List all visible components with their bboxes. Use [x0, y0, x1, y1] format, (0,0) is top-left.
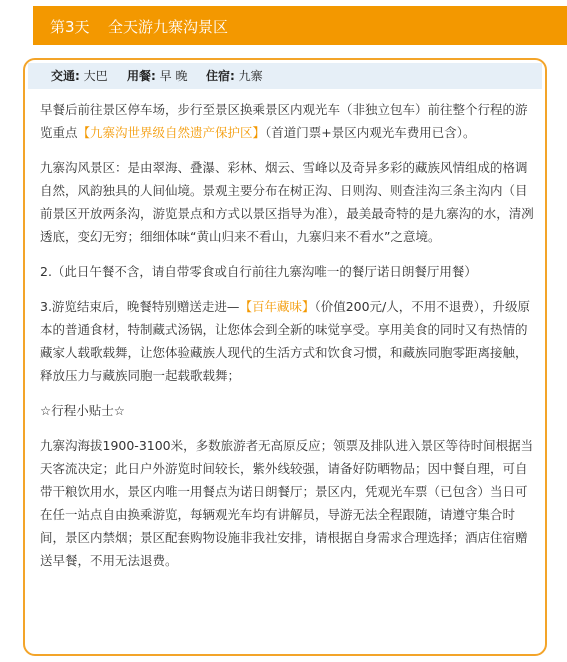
transport-info: [51, 63, 108, 89]
tips-body: 九寨沟海拔1900-3100米，多数旅游者无高原反应；领票及排队进入景区等待时间根据当天客流决定；此日户外游览时间较长，紫外线较强，请备好防晒物品；因中餐自理，可自带干粮饮用水，景区内唯一用餐点为诺日朗餐厅；景区内，凭观光车票（已包含）当日可在任一站点自由换乘游览，每辆观光车均有讲解员，导游无法全程跟随，请遵守集合时间，景区内禁烟；景区配套购物设施非我社安排，请根据自身需求合理选择；酒店住宿赠送早餐，不用无法退费。: [40, 438, 534, 568]
meals-info: [127, 63, 187, 89]
meals-label: 用餐:: [127, 69, 156, 83]
meals-value: 早 晚: [159, 69, 188, 83]
transport-label: 交通:: [51, 69, 80, 83]
highlight-tibetan-cuisine: 【百年藏味】: [239, 299, 315, 314]
day-number: 第3天: [50, 18, 90, 36]
tips-title: ☆行程小贴士☆: [40, 403, 125, 418]
highlight-jiuzhaigou-reserve: 【九寨沟世界级自然遗产保护区】: [77, 125, 266, 140]
paragraph-dinner-text-b: （价值200元/人，不用不退费），升级原本的普通食材，特制藏式汤锅，让您体会到全新的味觉享受。享用美食的同时又有热情的藏家人载歌载舞，让您体验藏族人现代的生活方式和饮食习惯，和藏族同胞零距离接触，释放压力与藏族同胞一起载歌载舞；: [40, 299, 531, 383]
itinerary-card: [23, 58, 547, 656]
paragraph-lunch-note: 2.（此日午餐不含，请自带零食或自行前往九寨沟唯一的餐厅诺日朗餐厅用餐）: [40, 264, 477, 279]
paragraph-dinner: [40, 295, 534, 387]
lodging-info: [206, 63, 263, 89]
paragraph-dinner-text-a: 3.游览结束后，晚餐特别赠送走进—: [40, 299, 240, 314]
paragraph-morning-text-b: （首道门票+景区内观光车费用已含）。: [265, 125, 476, 140]
itinerary-content: [40, 98, 534, 584]
day-title: 全天游九寨沟景区: [108, 18, 229, 36]
paragraph-morning: [40, 98, 534, 144]
transport-value: 大巴: [83, 69, 108, 83]
info-bar: [28, 63, 542, 89]
paragraph-scenic-description: 九寨沟风景区：是由翠海、叠瀑、彩林、烟云、雪峰以及奇异多彩的藏族风情组成的格调自然，风韵独具的人间仙境。景观主要分布在树正沟、日则沟、则查洼沟三条主沟内（目前景区开放两条沟，游览景点和方式以景区指导为准），最美最奇特的是九寨沟的水，清冽透底，变幻无穷；细细体味“黄山归来不看山，九寨归来不看水”之意境。: [40, 160, 534, 244]
lodging-value: 九寨: [238, 69, 263, 83]
lodging-label: 住宿:: [206, 69, 235, 83]
day-header: [33, 6, 567, 45]
paragraph-morning-text-a: 早餐后前往景区停车场，步行至景区换乘景区内观光车（非独立包车）前往整个行程的游览重点: [40, 102, 528, 140]
